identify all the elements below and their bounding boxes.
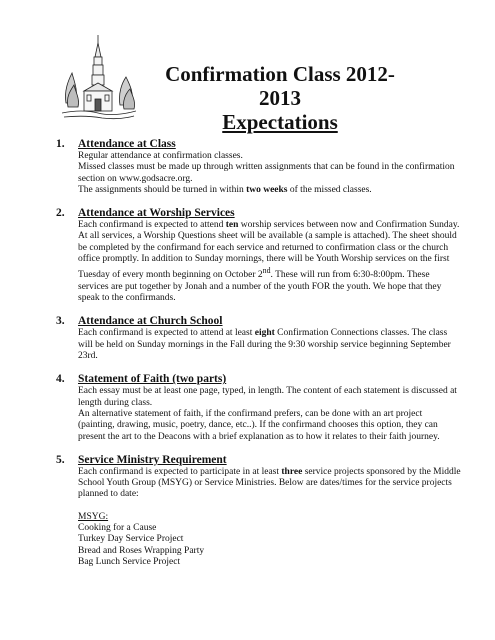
emphasis-text: eight: [254, 328, 275, 339]
msyg-label: MSYG:: [78, 511, 109, 522]
section-attendance-at-class: [56, 138, 461, 196]
section-text: Each essay must be at least one page, typed, in length. The content of each statement is discussed at length during class.: [78, 386, 457, 408]
section-statement-of-faith: [56, 373, 461, 442]
section-heading: [56, 315, 461, 328]
section-title: Statement of Faith (two parts): [78, 373, 227, 386]
church-illustration: [62, 33, 136, 121]
section-text: Each confirmand is expected to participate in at least three service projects sponsored by the Middle School Youth Group (MSYG) or Service Ministries. Below are dates/times for the service projects planned to date:: [78, 466, 461, 500]
section-title: Attendance at Class: [78, 138, 176, 150]
title-block: [150, 62, 410, 134]
section-text: Each confirmand is expected to attend at least eight Confirmation Connections classes. The class will be held on Sunday mornings in the Fall during the 9:30 worship service beginning September 23rd.: [78, 328, 451, 362]
section-number: 3.: [56, 315, 65, 328]
section-service-ministry: [56, 454, 461, 568]
section-title: Service Ministry Requirement: [78, 453, 227, 466]
document-title: Confirmation Class 2012-2013: [165, 62, 395, 110]
section-heading: [56, 373, 461, 386]
section-body: [78, 220, 461, 304]
ordinal-suffix: nd: [262, 266, 271, 276]
emphasis-text: ten: [225, 220, 239, 231]
list-item: Turkey Day Service Project: [78, 534, 184, 545]
expectations-list: [56, 138, 461, 579]
section-title: Attendance at Church School: [78, 315, 223, 328]
section-body: [78, 151, 461, 196]
section-number: 1.: [56, 138, 65, 150]
section-attendance-at-worship: [56, 207, 461, 304]
section-body: [78, 386, 461, 442]
section-body: [78, 467, 461, 568]
section-attendance-at-church-school: [56, 315, 461, 362]
section-number: 4.: [56, 373, 65, 386]
section-text: Missed classes must be made up through written assignments that can be found in the confirmation section on www.godsacre.org.: [78, 162, 455, 184]
section-heading: [56, 207, 461, 220]
section-title: Attendance at Worship Services: [78, 207, 235, 220]
emphasis-text: three: [281, 466, 303, 477]
section-text: An alternative statement of faith, if the confirmand prefers, can be done with an art project (painting, drawing, music, poetry, dance, etc..). If the confirmand chooses this option, they can present the art to the Deacons with a brief explanation as to how it relates to their faith journey.: [78, 408, 440, 442]
document-subtitle: Expectations: [222, 110, 338, 134]
list-item: Bread and Roses Wrapping Party: [78, 545, 205, 556]
section-text: The assignments should be turned in within two weeks of the missed classes.: [78, 184, 372, 195]
section-heading: [56, 138, 461, 151]
emphasis-text: two weeks: [246, 184, 288, 195]
list-item: Cooking for a Cause: [78, 522, 157, 533]
section-text: Regular attendance at confirmation classes.: [78, 151, 243, 161]
section-number: 2.: [56, 207, 65, 220]
section-text: Each confirmand is expected to attend ten worship services between now and Confirmation Sunday. At all services, a Worship Questions sheet will be available (a sample is attached). The sheet should be completed by the confirmand for each service and returned to confirmation class or the church office promptly. In addition to Sunday mornings, there will be Youth Worship services on the first Tuesday of every month beginning on October 2nd. These will run from 6:30-8:00pm. These services are put together by Jonah and a number of the youth FOR the youth. We hope that they speak to the confirmands.: [78, 220, 460, 304]
section-body: [78, 328, 461, 362]
section-number: 5.: [56, 453, 65, 466]
section-heading: [56, 454, 461, 467]
list-item: Bag Lunch Service Project: [78, 556, 181, 567]
